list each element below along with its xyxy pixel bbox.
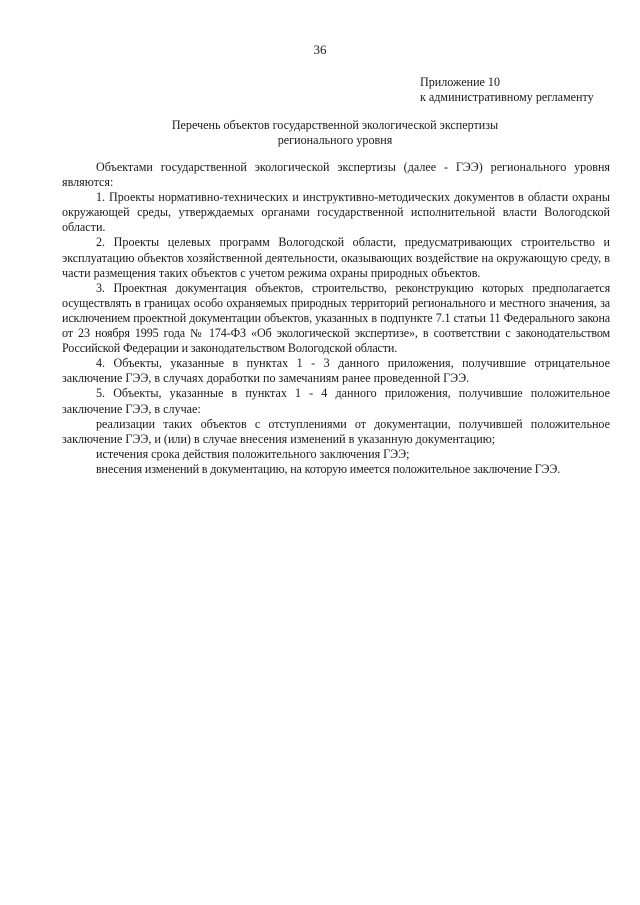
title-line-2: регионального уровня (277, 133, 393, 147)
appendix-number: Приложение 10 (420, 75, 501, 89)
list-item-2: 2. Проекты целевых программ Вологодской области, предусматривающих строительство и эксплуатацию объектов хозяйственной деятельности, оказывающих воздействие на окружающую среду, в части размещения таких объектов с учетом режима охраны природных объектов. (62, 235, 610, 280)
case-amendment: внесения изменений в документацию, на которую имеется положительное заключение ГЭЭ. (96, 461, 561, 476)
document-title (40, 118, 630, 148)
list-item-4: 4. Объекты, указанные в пунктах 1 - 3 данного приложения, получившие отрицательное заключение ГЭЭ, в случаях доработки по замечаниям ранее проведенной ГЭЭ. (62, 356, 610, 386)
appendix-caption (420, 75, 630, 105)
case-expiration: истечения срока действия положительного заключения ГЭЭ; (96, 446, 410, 461)
list-item-5: 5. Объекты, указанные в пунктах 1 - 4 данного приложения, получившие положительное заключение ГЭЭ, в случае: (62, 386, 610, 416)
case-implementation: реализации таких объектов с отступлениями от документации, получившей положительное заключение ГЭЭ, и (или) в случае внесения изменений в указанную документацию; (62, 416, 610, 446)
list-item-3: 3. Проектная документация объектов, строительство, реконструкцию которых предполагается осуществлять в границах особо охраняемых природных территорий регионального и местного значения, за исключением проектной документации объектов, указанных в подпункте 7.1 статьи 11 Федерального закона от 23 ноября 1995 года № 174-ФЗ «Об экологической экспертизе», в соответствии с законодательством Российской Федерации и законодательством Вологодской области. (62, 280, 610, 356)
document-body (62, 160, 610, 477)
appendix-reference: к административному регламенту (420, 90, 594, 104)
page-number: 36 (313, 42, 327, 57)
intro-paragraph: Объектами государственной экологической экспертизы (далее - ГЭЭ) регионального уровня являются: (62, 160, 610, 190)
list-item-1: 1. Проекты нормативно-технических и инструктивно-методических документов в области охраны окружающей среды, утверждаемых органами государственной исполнительной власти Вологодской области. (62, 190, 610, 235)
title-line-1: Перечень объектов государственной экологической экспертизы (171, 118, 499, 132)
